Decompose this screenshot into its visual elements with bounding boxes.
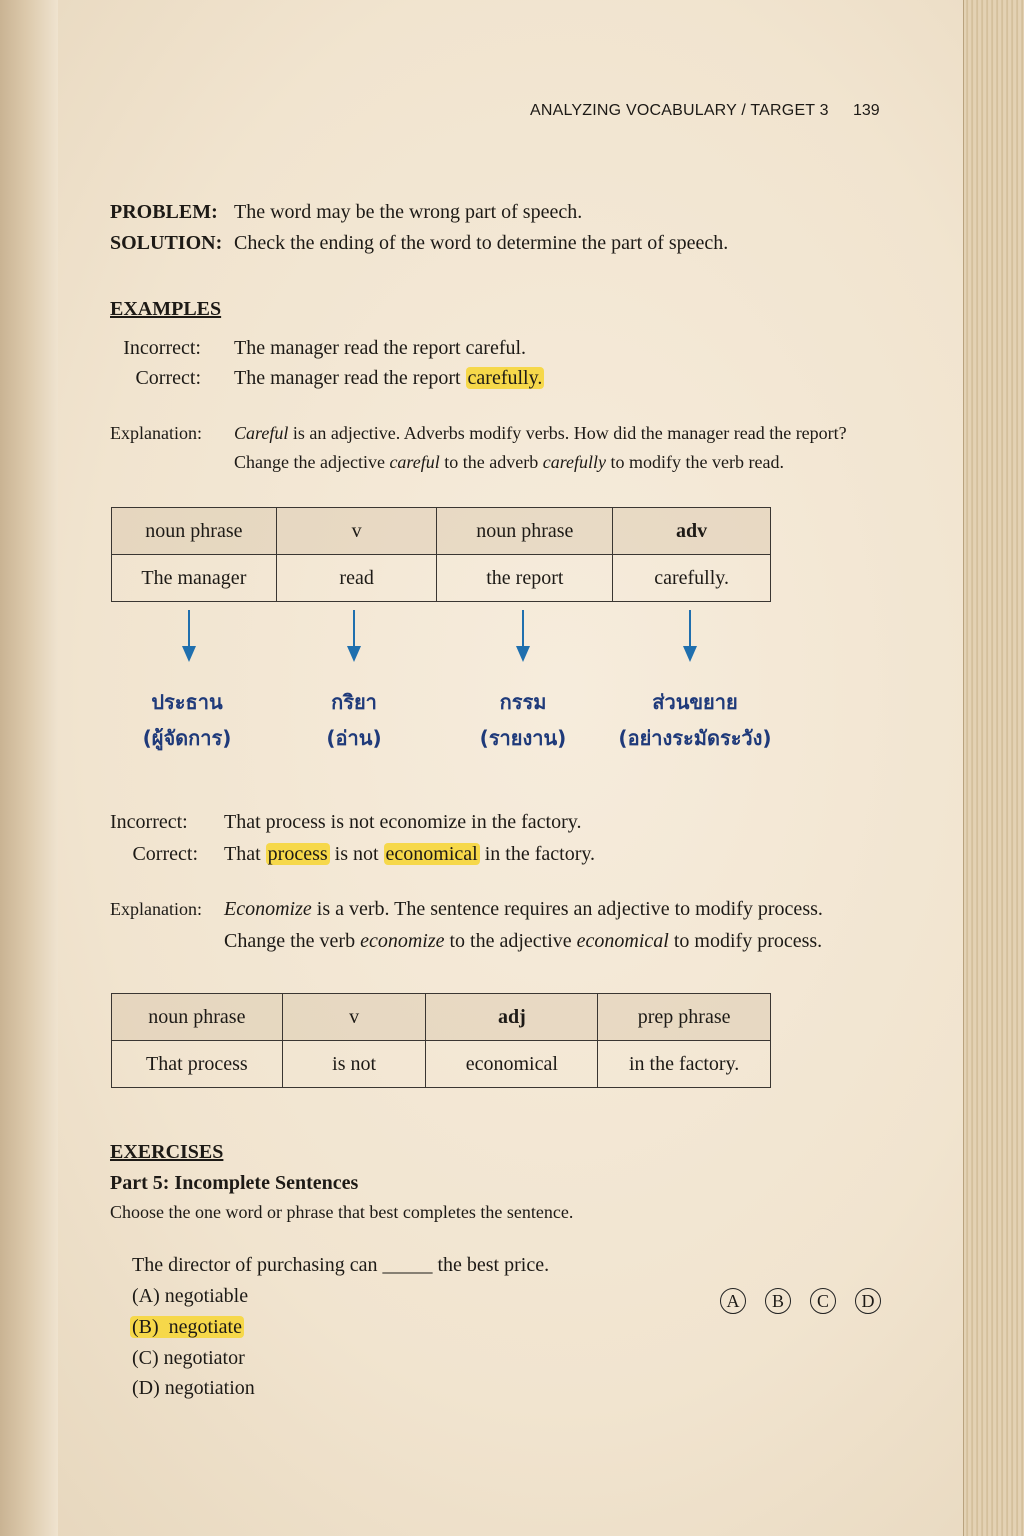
answer-bubble-d[interactable]: D <box>855 1288 881 1314</box>
ex2-expl-l2d: economical <box>576 930 669 952</box>
ex2-head-cell: adj <box>426 994 598 1041</box>
ex2-head-cell: prep phrase <box>598 994 771 1041</box>
question-part-b: the best price. <box>437 1254 550 1276</box>
answer-bubble-a[interactable]: A <box>720 1288 746 1314</box>
book-gutter <box>0 0 58 1536</box>
ex2-row-cell: That process <box>112 1041 283 1088</box>
option-b-label: (B) negotiate <box>132 1316 242 1338</box>
ex1-correct-sentence <box>234 367 544 390</box>
ex1-expl-l2d: carefully <box>542 452 607 472</box>
question-blank: _____ <box>382 1254 433 1276</box>
ex1-row-cell: the report <box>437 555 613 602</box>
ex2-expl-l2e: to modify process. <box>668 930 823 952</box>
ex2-c-that: That <box>224 843 261 865</box>
question-part-a: The director of purchasing can <box>132 1254 378 1276</box>
part-title: Part 5: Incomplete Sentences <box>110 1172 359 1194</box>
problem-label: PROBLEM: <box>110 201 218 223</box>
ex2-correct-sentence <box>224 843 595 866</box>
ex1-row-cell: carefully. <box>613 555 771 602</box>
ex1-table-head-row <box>112 508 771 555</box>
ex1-correct-prefix: The manager read the report <box>234 367 461 389</box>
ex2-explanation-line1 <box>224 898 823 921</box>
option-b-selected[interactable] <box>130 1316 244 1339</box>
ex2-c-isnot: is not <box>334 843 379 865</box>
ex2-explanation-line2 <box>224 930 822 953</box>
ex2-incorrect-text: That process is not economize in the factory. <box>224 811 582 833</box>
ex2-expl-l2c: to the adjective <box>444 930 577 952</box>
thai-word-subject: ประธาน <box>151 690 223 714</box>
ex1-head-cell: v <box>276 508 437 555</box>
ex1-row-cell: The manager <box>112 555 277 602</box>
ex2-row-cell: is not <box>282 1041 426 1088</box>
ex2-expl-line1-rest: is a verb. The sentence requires an adjective to modify process. <box>311 898 823 920</box>
ex1-incorrect-text: The manager read the report careful. <box>234 337 527 359</box>
option-c[interactable]: (C) negotiator <box>132 1347 245 1369</box>
ex2-incorrect-label: Incorrect: <box>110 811 188 833</box>
thai-word-verb: กริยา <box>331 690 377 714</box>
down-arrow-icon <box>347 610 361 662</box>
exercises-heading: EXERCISES <box>110 1141 224 1163</box>
ex1-expl-l2b: careful <box>389 452 440 472</box>
thai-meaning-object: (รายงาน) <box>479 726 567 750</box>
ex1-expl-l2c: to the adverb <box>439 452 543 472</box>
solution-text: Check the ending of the word to determine the part of speech. <box>234 232 729 254</box>
ex1-explanation-line2 <box>234 452 784 473</box>
down-arrow-icon <box>516 610 530 662</box>
solution-label: SOLUTION: <box>110 232 223 254</box>
ex2-expl-l2b: economize <box>360 930 445 952</box>
ex1-grammar-table <box>111 507 771 602</box>
running-header: ANALYZING VOCABULARY / TARGET 3 <box>530 102 829 119</box>
problem-text: The word may be the wrong part of speech. <box>234 201 583 223</box>
ex2-c-economical-highlight: economical <box>385 843 478 865</box>
ex2-expl-economize: Economize <box>224 898 312 920</box>
ex1-table-row <box>112 555 771 602</box>
ex1-head-cell: noun phrase <box>437 508 613 555</box>
thai-meaning-subject: (ผู้จัดการ) <box>142 726 232 750</box>
thai-meaning-verb: (อ่าน) <box>326 726 382 750</box>
option-d[interactable]: (D) negotiation <box>132 1377 255 1399</box>
down-arrow-icon <box>683 610 697 662</box>
page-number: 139 <box>853 102 880 119</box>
thai-word-object: กรรม <box>499 690 547 714</box>
answer-bubble-b[interactable]: B <box>765 1288 791 1314</box>
ex1-head-cell: noun phrase <box>112 508 277 555</box>
ex2-table-row <box>112 1041 771 1088</box>
ex2-explanation-label: Explanation: <box>110 899 202 919</box>
ex2-table-head-row <box>112 994 771 1041</box>
ex1-correct-highlight: carefully. <box>467 367 543 389</box>
ex2-correct-label: Correct: <box>132 843 198 865</box>
option-a[interactable]: (A) negotiable <box>132 1285 249 1307</box>
examples-heading: EXAMPLES <box>110 298 222 320</box>
page-edges <box>963 0 1024 1536</box>
ex2-row-cell: in the factory. <box>598 1041 771 1088</box>
ex2-c-rest: in the factory. <box>484 843 596 865</box>
ex1-head-cell: adv <box>613 508 771 555</box>
ex1-row-cell: read <box>276 555 437 602</box>
ex1-expl-line1-rest: is an adjective. Adverbs modify verbs. How did the manager read the report? <box>288 423 847 443</box>
question-text <box>132 1254 549 1277</box>
instruction: Choose the one word or phrase that best completes the sentence. <box>110 1202 574 1222</box>
ex1-correct-label: Correct: <box>135 367 201 389</box>
answer-bubble-c[interactable]: C <box>810 1288 836 1314</box>
down-arrow-icon <box>182 610 196 662</box>
thai-meaning-modifier: (อย่างระมัดระวัง) <box>618 726 772 750</box>
ex1-explanation-label: Explanation: <box>110 423 202 443</box>
ex2-head-cell: noun phrase <box>112 994 283 1041</box>
ex2-expl-l2a: Change the verb <box>224 930 361 952</box>
ex1-expl-l2a: Change the adjective <box>234 452 390 472</box>
ex2-row-cell: economical <box>426 1041 598 1088</box>
ex1-explanation-line1 <box>234 423 847 444</box>
ex1-expl-careful: Careful <box>234 423 289 443</box>
ex2-grammar-table <box>111 993 771 1088</box>
ex1-incorrect-label: Incorrect: <box>123 337 201 359</box>
ex2-c-process-highlight: process <box>267 843 328 865</box>
ex1-expl-l2e: to modify the verb read. <box>606 452 784 472</box>
ex2-head-cell: v <box>282 994 426 1041</box>
thai-word-modifier: ส่วนขยาย <box>652 690 738 714</box>
